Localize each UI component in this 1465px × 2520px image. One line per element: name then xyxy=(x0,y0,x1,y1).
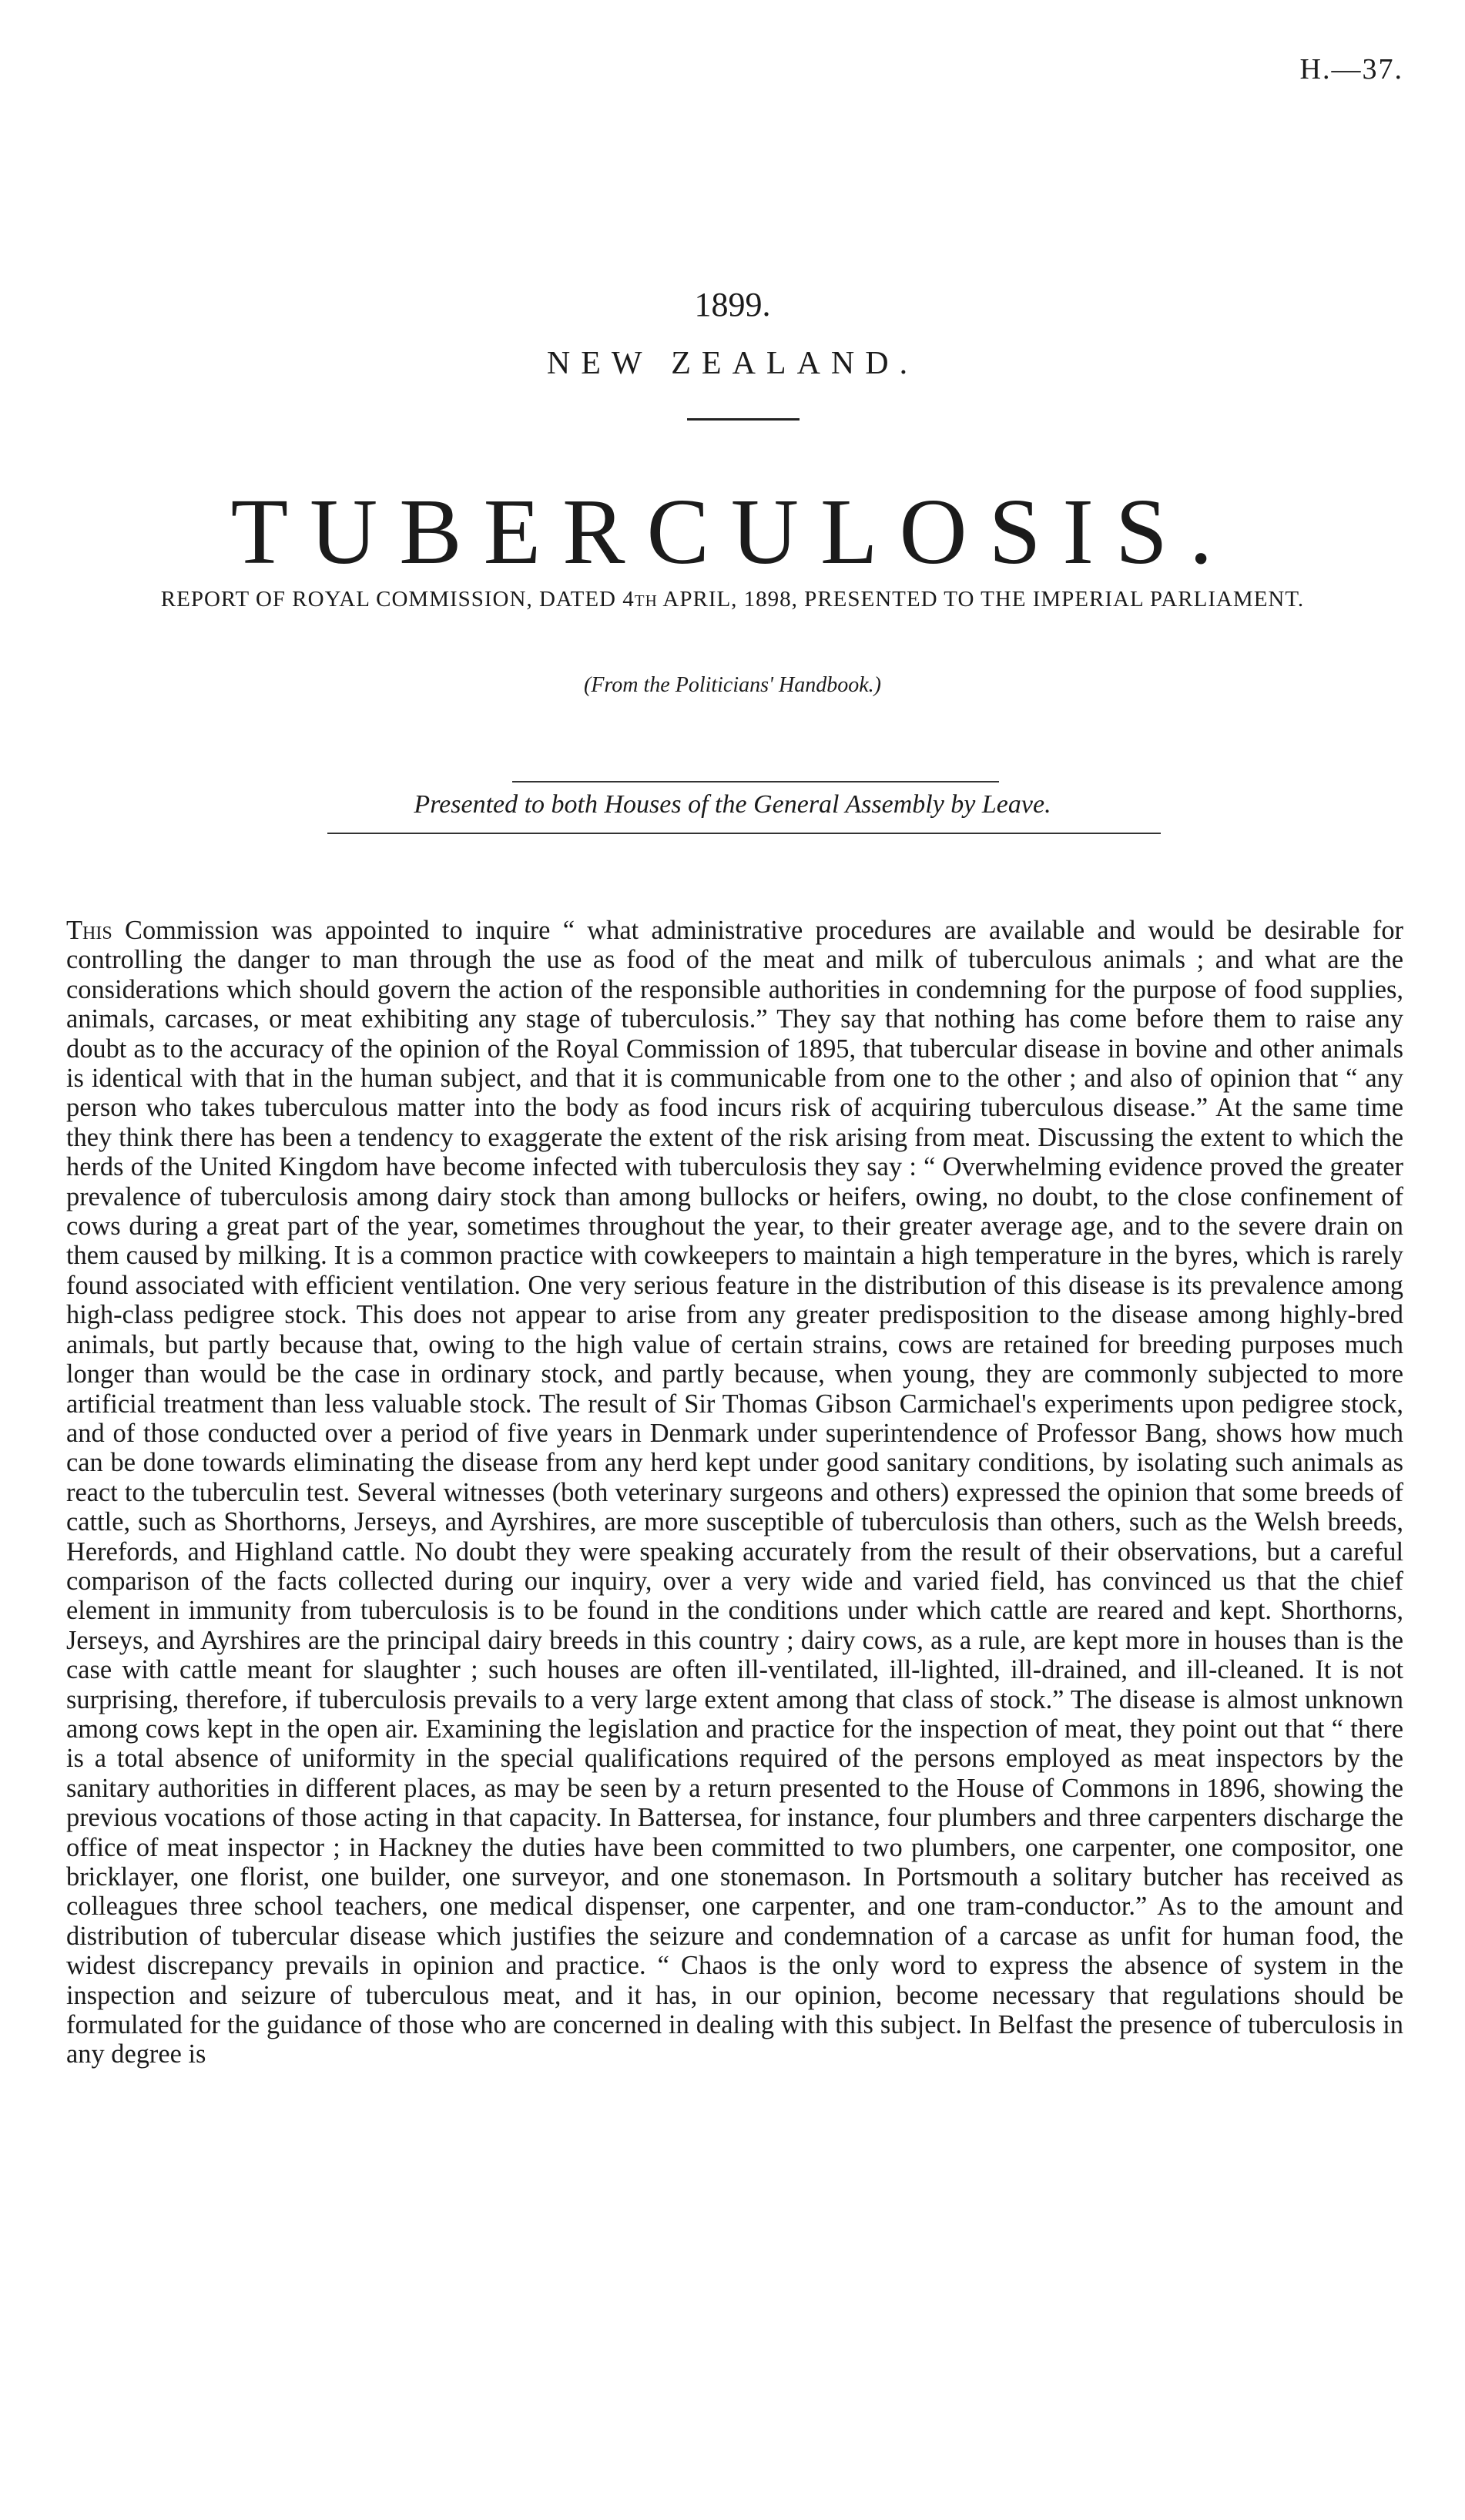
subtitle-text-start: REPORT OF ROYAL COMMISSION, DATED 4 xyxy=(160,587,635,612)
document-title: TUBERCULOSIS. xyxy=(230,480,1235,584)
upper-divider-rule xyxy=(512,781,999,782)
publication-year: 1899. xyxy=(694,286,771,323)
page-reference: H.—37. xyxy=(1299,53,1403,85)
body-lead-word: This xyxy=(66,916,112,945)
presented-line: Presented to both Houses of the General Assembly by Leave. xyxy=(414,790,1051,819)
body-text: Commission was appointed to inquire “ what administrative procedures are available and would be desirable for controlling the danger to man through the use as food of the meat and milk of tuberculous animals ; and what are the considerations which should govern the action of the responsible authorities in condemning for the purpose of food supplies, animals, carcases, or meat exhibiting any stage of tuberculosis.” They say that nothing has come before them to raise any doubt as to the accuracy of the opinion of the Royal Commission of 1895, that tubercular disease in bovine and other animals is identical with that in the human subject, and that it is communicable from one to the other ; and also of opinion that “ any person who takes tuberculous matter into the body as food incurs risk of acquiring tuberculous disease.” At the same time they think there has been a tendency to exaggerate the extent of the risk arising from meat. Discussing the extent to which the herds of the United Kingdom have become infected with tuberculosis they say : “ Overwhelming evidence proved the greater prevalence of tuberculosis among dairy stock than among bullocks or heifers, owing, no doubt, to the close confinement of cows during a great part of the year, sometimes throughout the year, to their greater average age, and to the severe drain on them caused by milking. It is a common practice with cowkeepers to maintain a high temperature in the byres, which is rarely found associated with efficient ventilation. One very serious feature in the distribution of this disease is its prevalence among high-class pedigree stock. This does not appear to arise from any greater predisposition to the disease among highly-bred animals, but partly because that, owing to the high value of certain strains, cows are retained for breeding purposes much longer than would be the case in ordinary stock, and partly because, when young, they are commonly subjected to more artificial treatment than less valuable stock. The result of Sir Thomas Gibson Carmichael's experiments upon pedigree stock, and of those conducted over a period of five years in Denmark under superintendence of Professor Bang, shows how much can be done towards eliminating the disease from any herd kept under good sanitary conditions, by isolating such animals as react to the tuberculin test. Several witnesses (both veterinary surgeons and others) expressed the opinion that some breeds of cattle, such as Shorthorns, Jerseys, and Ayrshires, are more susceptible of tuberculosis than others, such as the Welsh breeds, Herefords, and Highland cattle. No doubt they were speaking accurately from the result of their observations, but a careful comparison of the facts collected during our inquiry, over a very wide and varied field, has convinced us that the chief element in immunity from tuberculosis is to be found in the conditions under which cattle are reared and kept. Shorthorns, Jerseys, and Ayrshires are the principal dairy breeds in this country ; dairy cows, as a rule, are kept more in houses than is the case with cattle meant for slaughter ; such houses are often ill-ventilated, ill-lighted, ill-drained, and ill-cleaned. It is not surprising, therefore, if tuberculosis prevails to a very large extent among that class of stock.” The disease is almost unknown among cows kept in the open air. Examining the legislation and practice for the inspection of meat, they point out that “ there is a total absence of uniformity in the special qualifications required of the persons employed as meat inspectors by the sanitary authorities in different places, as may be seen by a return presented to the House of Commons in 1896, showing the previous vocations of those acting in that capacity. In Battersea, for instance, four plumbers and three carpenters discharge the office of meat inspector ; in Hackney the duties have been committed to two plumbers, one carpenter, one compositor, one bricklayer, one florist, one builder, one surveyor, and one stonemason. In Portsmouth a solitary butcher has received as colleagues three school teachers, one medical dispenser, one carpenter, and one tram-conductor.” As to the amount and distribution of tubercular disease which justifies the seizure and condemnation of a carcase as unfit for human food, the widest discrepancy prevails in opinion and practice. “ Chaos is the only word to express the absence of system in the inspection and seizure of tuberculous meat, and it has, in our opinion, become necessary that regulations should be formulated for the guidance of those who are concerned in dealing with this subject. In Belfast the presence of tuberculosis in any degree is xyxy=(66,916,1403,2069)
body-paragraph xyxy=(66,916,1403,2069)
subtitle-ordinal: TH xyxy=(634,591,658,610)
report-subtitle xyxy=(0,587,1465,613)
source-note: (From the Politicians' Handbook.) xyxy=(584,673,881,697)
subtitle-text-end: APRIL, 1898, PRESENTED TO THE IMPERIAL PARLIAMENT. xyxy=(657,587,1305,612)
lower-divider-rule xyxy=(327,833,1161,834)
country-heading: NEW ZEALAND. xyxy=(546,346,919,381)
short-divider-rule xyxy=(687,418,800,421)
